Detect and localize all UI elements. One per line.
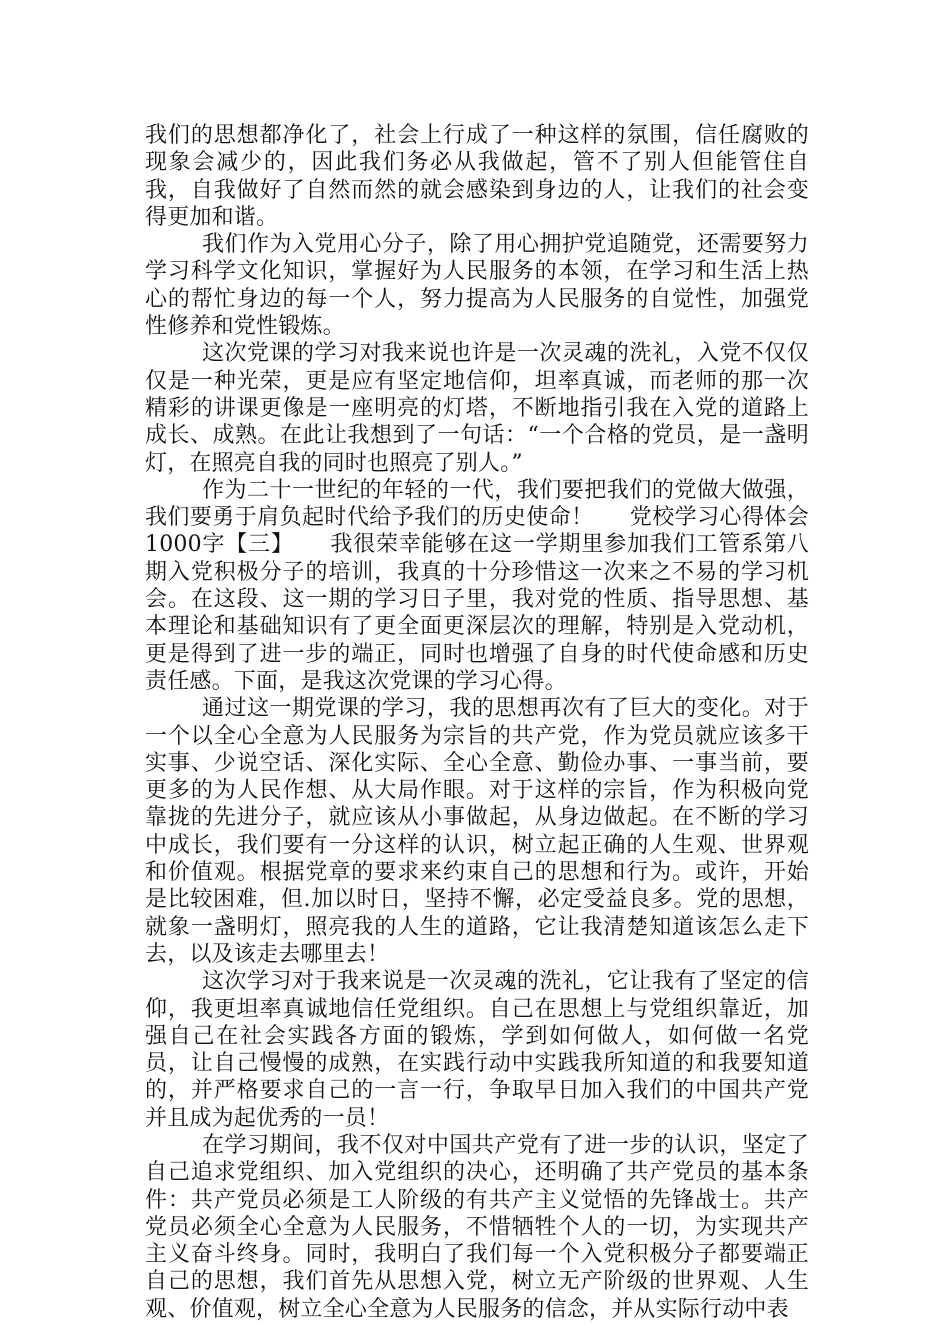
paragraph <box>145 477 809 695</box>
section-heading: 党校学习心得体会1000字【三】 <box>145 505 809 558</box>
paragraph-text: 作为二十一世纪的年轻的一代，我们要把我们的党做大做强，我们要勇于肩负起时代给予我们的历史使命！ <box>145 477 809 531</box>
paragraph: 我们的思想都净化了，社会上行成了一种这样的氛围，信任腐败的现象会减少的，因此我们务必从我做起，管不了别人但能管住自我，自我做好了自然而然的就会感染到身边的人，让我们的社会变得更加和谐。 <box>145 123 809 230</box>
paragraph: 我们作为入党用心分子，除了用心拥护党追随党，还需要努力学习科学文化知识，掌握好为人民服务的本领，在学习和生活上热心的帮忙身边的每一个人，努力提高为人民服务的自觉性，加强党性修养和党性锻炼。 <box>145 232 809 340</box>
paragraph: 在学习期间，我不仅对中国共产党有了进一步的认识，坚定了自己追求党组织、加入党组织的决心，还明确了共产党员的基本条件：共产党员必须是工人阶级的有共产主义觉悟的先锋战士。共产党员必须全心全意为人民服务，不惜牺牲个人的一切，为实现共产主义奋斗终身。同时，我明白了我们每一个入党积极分子都要端正自己的思想，我们首先从思想入党，树立无产阶级的世界观、人生观、价值观，树立全心全意为人民服务的信念，并从实际行动中表 <box>145 1132 809 1322</box>
paragraph: 通过这一期党课的学习，我的思想再次有了巨大的变化。对于一个以全心全意为人民服务为宗旨的共产党，作为党员就应该多干实事、少说空话、深化实际、全心全意、勤俭办事、一事当前，要更多的为人民作想、从大局作眼。对于这样的宗旨，作为积极向党靠拢的先进分子，就应该从小事做起，从身边做起。在不断的学习中成长，我们要有一分这样的认识，树立起正确的人生观、世界观和价值观。根据党章的要求来约束自己的思想和行为。或许，开始是比较困难，但.加以时日，坚持不懈，必定受益良多。党的思想，就象一盏明灯，照亮我的人生的道路，它让我清楚知道该怎么走下去，以及该走去哪里去！ <box>145 696 809 967</box>
paragraph: 这次党课的学习对我来说也许是一次灵魂的洗礼，入党不仅仅仅是一种光荣，更是应有坚定地信仰，坦率真诚，而老师的那一次精彩的讲课更像是一座明亮的灯塔，不断地指引我在入党的道路上成长、成熟。在此让我想到了一句话：“一个合格的党员，是一盏明灯，在照亮自我的同时也照亮了别人。” <box>145 341 809 476</box>
paragraph-text: 我很荣幸能够在这一学期里参加我们工管系第八期入党积极分子的培训，我真的十分珍惜这一次来之不易的学习机会。在这段、这一期的学习日子里，我对党的性质、指导思想、基本理论和基础知识有了更全面更深层次的理解，特别是入党动机，更是得到了进一步的端正，同时也增强了自身的时代使命感和历史责任感。下面，是我这次党课的学习心得。 <box>145 532 810 694</box>
paragraph: 这次学习对于我来说是一次灵魂的洗礼，它让我有了坚定的信仰，我更坦率真诚地信任党组织。自己在思想上与党组织靠近，加强自己在社会实践各方面的锻炼，学到如何做人，如何做一名党员，让自己慢慢的成熟，在实践行动中实践我所知道的和我要知道的，并严格要求自己的一言一行，争取早日加入我们的中国共产党并且成为起优秀的一员！ <box>145 969 809 1131</box>
document-body <box>145 122 809 1323</box>
